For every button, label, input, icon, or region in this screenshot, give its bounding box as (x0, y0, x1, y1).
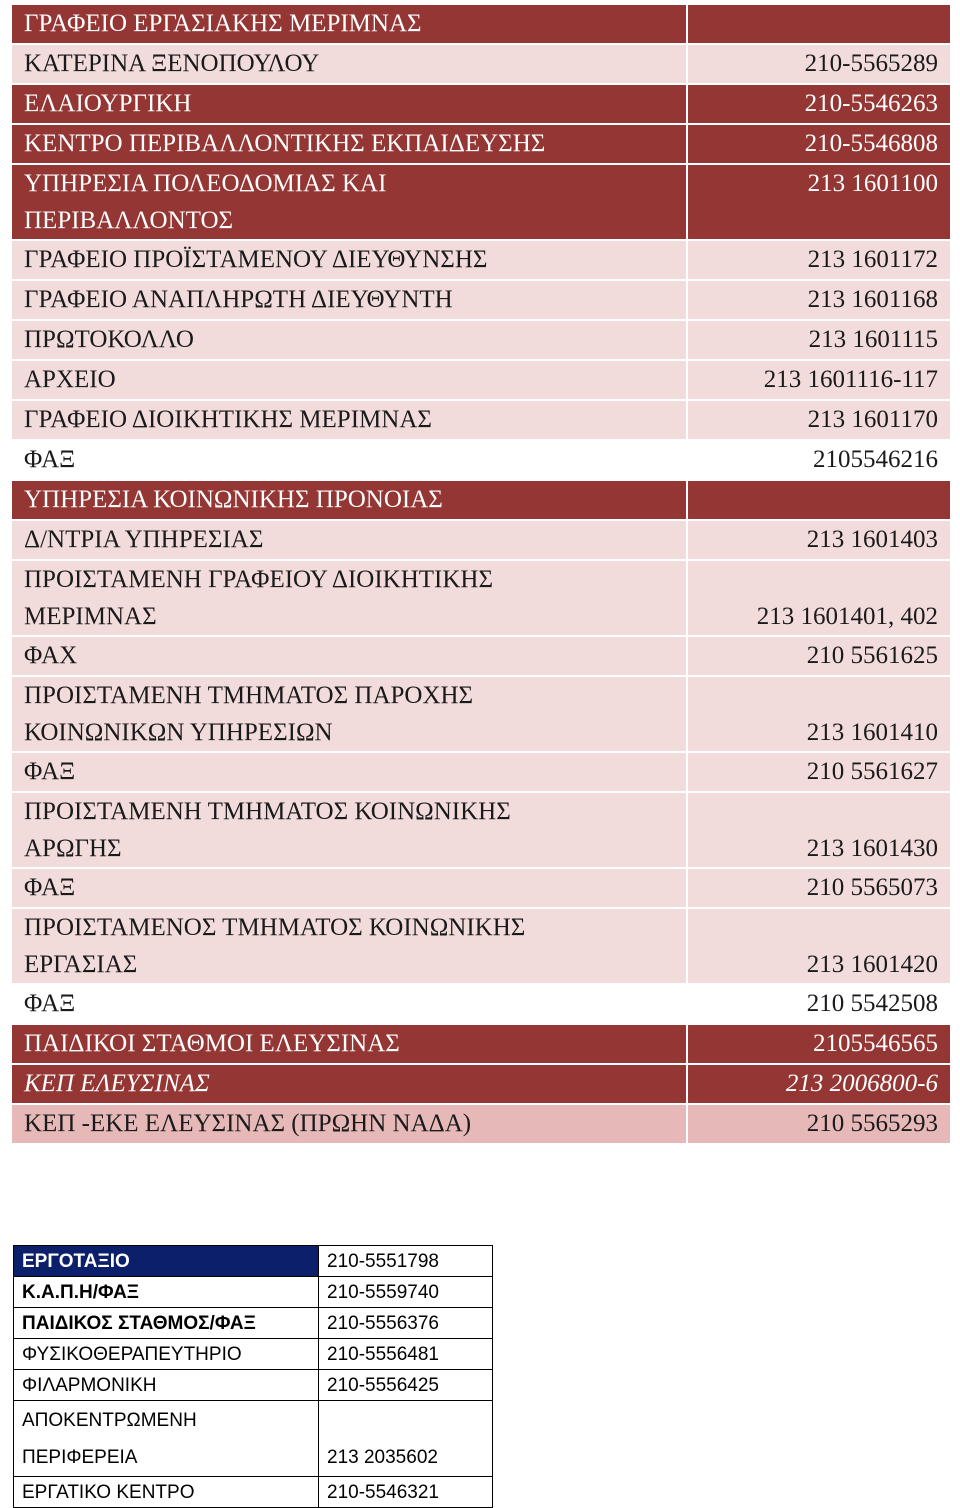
table-row (11, 520, 951, 560)
entry-name-cell (11, 84, 687, 124)
phone-number-cell: 210 5561627 (687, 752, 951, 792)
entry-name-line: ΑΡΩΓΗΣ (24, 835, 122, 862)
entry-name-line: ΠΕΡΙΒΑΛΛΟΝΤΟΣ (24, 207, 234, 234)
table-row (14, 1339, 493, 1370)
phone-number-cell: 213 1601420 (687, 908, 951, 984)
phone-number-cell: 2105546216 (687, 440, 951, 480)
phone-number-cell: 213 1601170 (687, 400, 951, 440)
entry-name-cell (11, 240, 687, 280)
entry-name-line: ΚΟΙΝΩΝΙΚΩΝ ΥΠΗΡΕΣΙΩΝ (24, 719, 333, 746)
entry-name-line: ΚΕΠ -ΕΚΕ ΕΛΕΥΣΙΝΑΣ (ΠΡΩΗΝ ΝΑΔΑ) (24, 1110, 472, 1137)
table-row (11, 984, 951, 1024)
phone-number-cell: 210 5565073 (687, 868, 951, 908)
entry-name-cell (14, 1401, 319, 1477)
table-row (14, 1477, 493, 1508)
table-row (11, 360, 951, 400)
table-row (11, 4, 951, 44)
entry-name-cell (11, 320, 687, 360)
entry-name-line: ΕΡΓΑΤΙΚΟ ΚΕΝΤΡΟ (22, 1482, 195, 1503)
entry-name-line: ΠΡΟΙΣΤΑΜΕΝΟΣ ΤΜΗΜΑΤΟΣ ΚΟΙΝΩΝΙΚΗΣ (24, 914, 526, 941)
phone-number-cell: 210-5565289 (687, 44, 951, 84)
entry-name-line: ΠΡΟΙΣΤΑΜΕΝΗ ΤΜΗΜΑΤΟΣ ΚΟΙΝΩΝΙΚΗΣ (24, 798, 511, 825)
entry-name-cell (11, 124, 687, 164)
phone-number-cell: 213 1601430 (687, 792, 951, 868)
entry-name-cell (11, 280, 687, 320)
table-row (11, 240, 951, 280)
entry-name-cell (14, 1477, 319, 1508)
secondary-table-body (14, 1246, 493, 1508)
table-row (11, 752, 951, 792)
phone-number-cell: 210-5556425 (319, 1370, 493, 1401)
phone-number-cell: 210-5546263 (687, 84, 951, 124)
table-row (14, 1277, 493, 1308)
entry-name-cell (14, 1339, 319, 1370)
entry-name-line: ΠΑΙΔΙΚΟΙ ΣΤΑΘΜΟΙ ΕΛΕΥΣΙΝΑΣ (24, 1030, 400, 1057)
entry-name-line: ΓΡΑΦΕΙΟ ΠΡΟΪΣΤΑΜΕΝΟΥ ΔΙΕΥΘΥΝΣΗΣ (24, 246, 488, 273)
entry-name-cell (11, 4, 687, 44)
entry-name-line: ΚΑΤΕΡΙΝΑ ΞΕΝΟΠΟΥΛΟΥ (24, 50, 320, 77)
entry-name-line: ΑΡΧΕΙΟ (24, 366, 116, 393)
phone-number-cell: 213 1601401, 402 (687, 560, 951, 636)
phone-number-cell: 213 1601168 (687, 280, 951, 320)
entry-name-line: ΦΑΞ (24, 446, 76, 473)
entry-name-cell (11, 752, 687, 792)
table-row (11, 84, 951, 124)
entry-name-line: ΠΕΡΙΦΕΡΕΙΑ (22, 1447, 138, 1468)
entry-name-cell (11, 400, 687, 440)
entry-name-cell (11, 440, 687, 480)
phone-number-cell: 210-5546321 (319, 1477, 493, 1508)
entry-name-line: ΠΡΩΤΟΚΟΛΛΟ (24, 326, 194, 353)
entry-name-cell (11, 480, 687, 520)
phone-number-cell: 213 1601116-117 (687, 360, 951, 400)
table-row (14, 1246, 493, 1277)
table-row (11, 1104, 951, 1144)
phone-number-cell: 213 2006800-6 (687, 1064, 951, 1104)
entry-name-line: ΦΥΣΙΚΟΘΕΡΑΠΕΥΤΗΡΙΟ (22, 1344, 242, 1365)
phone-number-cell (687, 4, 951, 44)
entry-name-line: ΓΡΑΦΕΙΟ ΔΙΟΙΚΗΤΙΚΗΣ ΜΕΡΙΜΝΑΣ (24, 406, 432, 433)
table-row (14, 1370, 493, 1401)
entry-name-line: Κ.Α.Π.Η/ΦΑΞ (22, 1282, 140, 1303)
entry-name-cell (11, 984, 687, 1024)
table-row (11, 560, 951, 636)
table-row (11, 280, 951, 320)
table-row (14, 1401, 493, 1477)
phone-number-cell (687, 480, 951, 520)
entry-name-line: ΠΡΟΙΣΤΑΜΕΝΗ ΤΜΗΜΑΤΟΣ ΠΑΡΟΧΗΣ (24, 682, 474, 709)
phone-number-cell: 210-5551798 (319, 1246, 493, 1277)
entry-name-line: ΕΡΓΑΣΙΑΣ (24, 951, 138, 978)
entry-name-cell (11, 636, 687, 676)
main-table-body (11, 4, 951, 1144)
phone-number-cell: 213 1601100 (687, 164, 951, 240)
entry-name-cell (14, 1277, 319, 1308)
entry-name-line: ΓΡΑΦΕΙΟ ΑΝΑΠΛΗΡΩΤΗ ΔΙΕΥΘΥΝΤΗ (24, 286, 453, 313)
table-row (11, 44, 951, 84)
phone-number-cell: 213 1601403 (687, 520, 951, 560)
entry-name-cell (11, 792, 687, 868)
secondary-phone-directory-table (13, 1245, 493, 1508)
entry-name-cell (14, 1370, 319, 1401)
entry-name-line: ΓΡΑΦΕΙΟ ΕΡΓΑΣΙΑΚΗΣ ΜΕΡΙΜΝΑΣ (24, 10, 422, 37)
entry-name-cell (11, 908, 687, 984)
phone-number-cell: 213 1601115 (687, 320, 951, 360)
entry-name-cell (11, 520, 687, 560)
entry-name-cell (11, 1024, 687, 1064)
phone-number-cell: 2105546565 (687, 1024, 951, 1064)
entry-name-cell (11, 676, 687, 752)
table-row (11, 636, 951, 676)
main-phone-directory-table (10, 3, 952, 1145)
entry-name-line: ΦΙΛΑΡΜΟΝΙΚΗ (22, 1375, 157, 1396)
entry-name-line: ΥΠΗΡΕΣΙΑ ΚΟΙΝΩΝΙΚΗΣ ΠΡΟΝΟΙΑΣ (24, 486, 443, 513)
entry-name-line: ΑΠΟΚΕΝΤΡΩΜΕΝΗ (22, 1410, 197, 1431)
table-row (11, 480, 951, 520)
entry-name-cell (11, 1064, 687, 1104)
entry-name-cell (14, 1308, 319, 1339)
phone-number-cell: 210 5542508 (687, 984, 951, 1024)
phone-number-cell: 213 1601172 (687, 240, 951, 280)
table-row (11, 676, 951, 752)
entry-name-line: ΚΕΝΤΡΟ ΠΕΡΙΒΑΛΛΟΝΤΙΚΗΣ ΕΚΠΑΙΔΕΥΣΗΣ (24, 130, 546, 157)
entry-name-cell (11, 868, 687, 908)
entry-name-line: ΠΡΟΙΣΤΑΜΕΝΗ ΓΡΑΦΕΙΟΥ ΔΙΟΙΚΗΤΙΚΗΣ (24, 566, 494, 593)
entry-name-line: ΦΑΧ (24, 642, 78, 669)
phone-number-cell: 213 1601410 (687, 676, 951, 752)
phone-number-cell: 210-5546808 (687, 124, 951, 164)
entry-name-cell (11, 44, 687, 84)
phone-number-cell: 210 5565293 (687, 1104, 951, 1144)
entry-name-line: ΚΕΠ ΕΛΕΥΣΙΝΑΣ (24, 1070, 210, 1097)
table-row (11, 164, 951, 240)
entry-name-line: ΜΕΡΙΜΝΑΣ (24, 603, 157, 630)
table-row (11, 1024, 951, 1064)
table-row (11, 792, 951, 868)
entry-name-cell (11, 560, 687, 636)
entry-name-cell (11, 1104, 687, 1144)
table-row (11, 1064, 951, 1104)
table-row (11, 868, 951, 908)
entry-name-line: ΕΛΑΙΟΥΡΓΙΚΗ (24, 90, 192, 117)
entry-name-cell (11, 360, 687, 400)
table-row (11, 320, 951, 360)
table-row (11, 440, 951, 480)
table-row (11, 400, 951, 440)
phone-number-cell: 213 2035602 (319, 1401, 493, 1477)
phone-number-cell: 210-5556376 (319, 1308, 493, 1339)
table-row (14, 1308, 493, 1339)
entry-name-line: ΕΡΓΟΤΑΞΙΟ (22, 1251, 130, 1272)
phone-number-cell: 210-5556481 (319, 1339, 493, 1370)
entry-name-line: ΠΑΙΔΙΚΟΣ ΣΤΑΘΜΟΣ/ΦΑΞ (22, 1313, 256, 1334)
entry-name-cell (14, 1246, 319, 1277)
entry-name-line: ΦΑΞ (24, 758, 76, 785)
phone-number-cell: 210-5559740 (319, 1277, 493, 1308)
phone-number-cell: 210 5561625 (687, 636, 951, 676)
entry-name-line: ΦΑΞ (24, 990, 76, 1017)
entry-name-line: ΥΠΗΡΕΣΙΑ ΠΟΛΕΟΔΟΜΙΑΣ ΚΑΙ (24, 170, 387, 197)
table-row (11, 908, 951, 984)
entry-name-line: Δ/ΝΤΡΙΑ ΥΠΗΡΕΣΙΑΣ (24, 526, 264, 553)
entry-name-cell (11, 164, 687, 240)
entry-name-line: ΦΑΞ (24, 874, 76, 901)
table-row (11, 124, 951, 164)
